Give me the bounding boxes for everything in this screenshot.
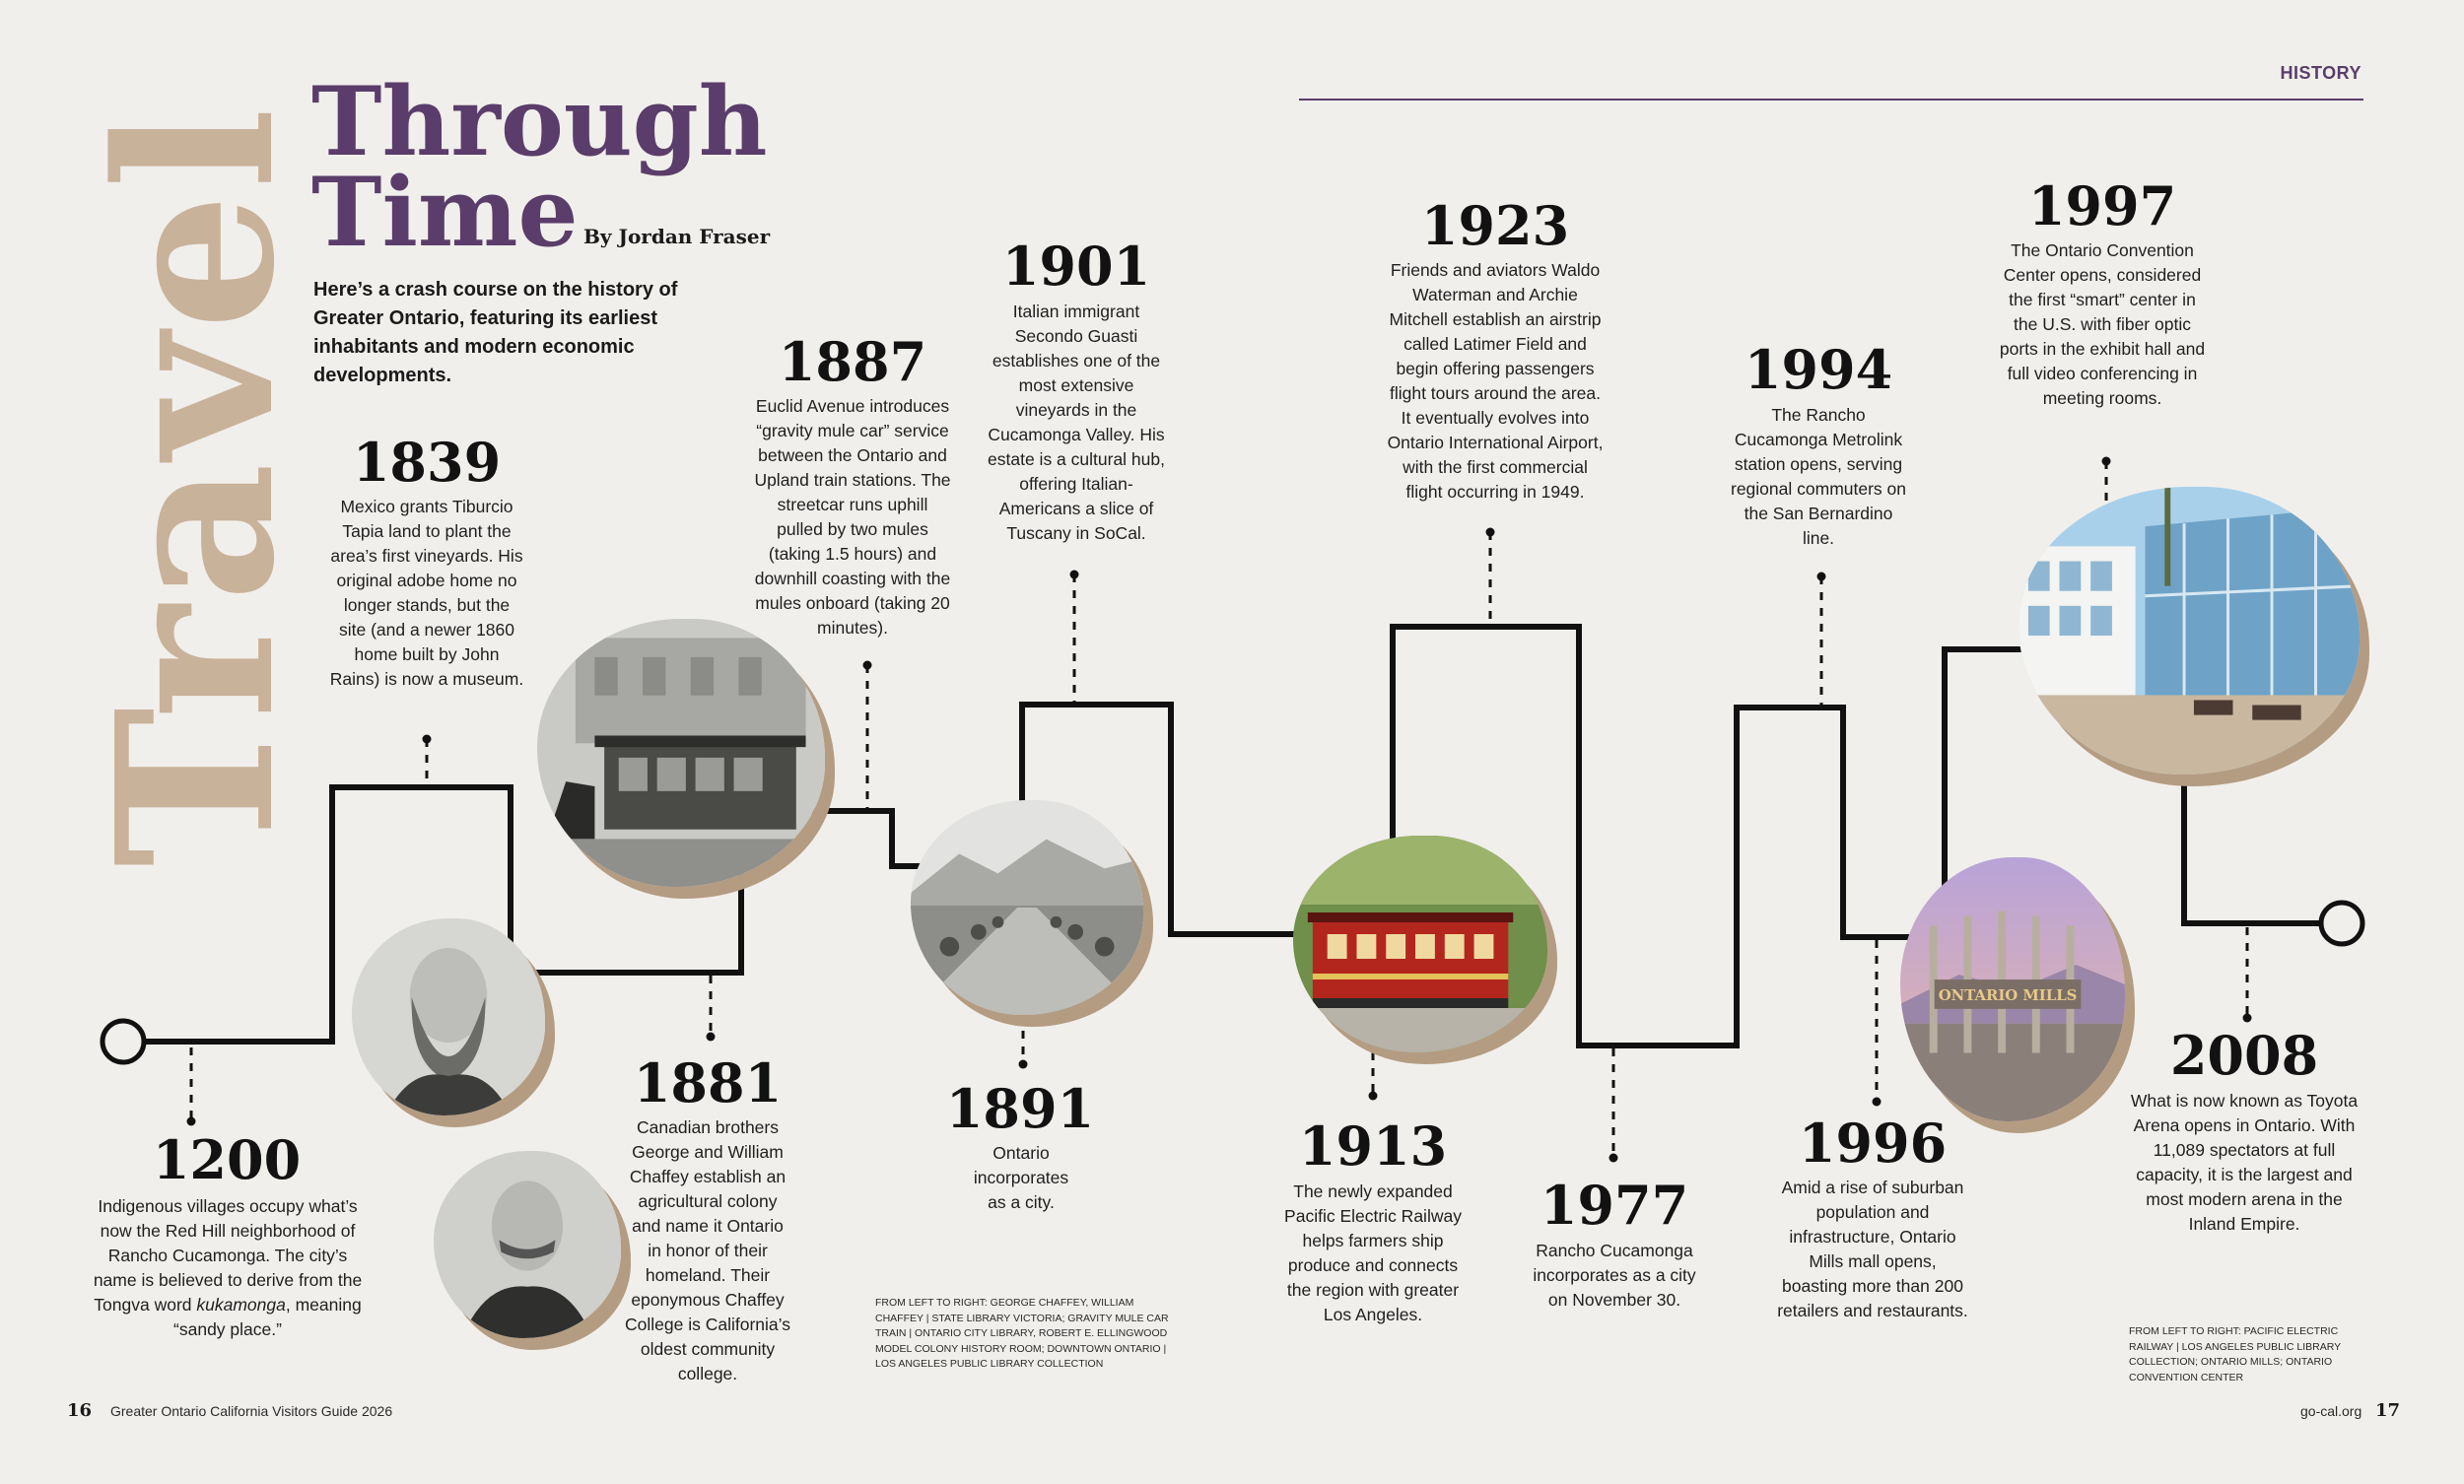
- photo-ontario-mills: [1900, 857, 2125, 1121]
- year-1891: 1891: [945, 1077, 1095, 1140]
- year-1839: 1839: [352, 431, 502, 494]
- year-2008: 2008: [2169, 1024, 2319, 1087]
- big-word-travel: Travel: [70, 103, 322, 867]
- photo-gravity-mule-car: [537, 619, 825, 887]
- timeline-end-circle: [2321, 903, 2362, 944]
- dot-1881: [707, 1033, 716, 1042]
- desc-1923: Friends and aviators Waldo Waterman and Archie Mitchell establish an airstrip called Latimer Field and begin offering passengers flight tours around the area. It eventually evolves into Ontario International Airport, with the first commercial flight occurring in 1949.: [1387, 260, 1604, 502]
- dot-2008: [2243, 1014, 2252, 1023]
- dot-1977: [1609, 1154, 1618, 1163]
- year-1996: 1996: [1798, 1112, 1948, 1175]
- desc-1200-em: kukamonga: [196, 1295, 286, 1315]
- year-1994: 1994: [1744, 338, 1893, 401]
- photo-pacific-electric-railway: [1293, 836, 1547, 1052]
- dot-1923: [1486, 528, 1495, 537]
- desc-1200-pre: Indigenous villages occupy what’s now the Red Hill neighborhood of Rancho Cucamonga. The city’s name is believed to derive from the Tongva word: [93, 1196, 363, 1315]
- desc-1994: The Rancho Cucamonga Metrolink station opens, serving regional commuters on the San Bernardino line.: [1731, 405, 1906, 548]
- desc-1997: The Ontario Convention Center opens, considered the first “smart” center in the U.S. with fiber optic ports in the exhibit hall and full video conferencing in meeting rooms.: [1999, 240, 2206, 408]
- photo-william-chaffey: [434, 1151, 621, 1338]
- timeline-start-circle: [103, 1021, 144, 1062]
- desc-1996: Amid a rise of suburban population and infrastructure, Ontario Mills mall opens, boasting more than 200 retailers and restaurants.: [1777, 1178, 1968, 1320]
- photo-credits-right: FROM LEFT TO RIGHT: PACIFIC ELECTRIC RAILWAY | LOS ANGELES PUBLIC LIBRARY COLLECTION; ONTARIO MILLS; ONTARIO CONVENTION CENTER: [2129, 1325, 2341, 1383]
- desc-1200-post: , meaning “sandy place.”: [173, 1295, 362, 1339]
- dot-1200: [187, 1117, 196, 1126]
- dot-1996: [1873, 1098, 1882, 1107]
- desc-1977: Rancho Cucamonga incorporates as a city on November 30.: [1533, 1241, 1696, 1310]
- desc-2008: What is now known as Toyota Arena opens in Ontario. With 11,089 spectators at full capacity, it is the largest and most modern arena in the Inland Empire.: [2130, 1091, 2359, 1234]
- year-1997: 1997: [2027, 174, 2177, 237]
- page-number-right: 17: [2375, 1400, 2401, 1421]
- year-1881: 1881: [633, 1051, 783, 1114]
- dot-1891: [1019, 1060, 1028, 1069]
- year-1887: 1887: [778, 330, 927, 393]
- photo-george-chaffey: [352, 918, 545, 1115]
- year-1977: 1977: [1540, 1174, 1689, 1237]
- dot-1997: [2102, 457, 2111, 466]
- footer-website: go-cal.org: [2300, 1403, 2362, 1419]
- desc-1887: Euclid Avenue introduces “gravity mule car” service between the Ontario and Upland train stations. The streetcar runs uphill pulled by two mules (taking 1.5 hours) and downhill coasting with the mules onboard (taking 20 minutes).: [754, 396, 951, 638]
- desc-1901: Italian immigrant Secondo Guasti establishes one of the most extensive vineyards in the Cucamonga Valley. His estate is a cultural hub, offering Italian-Americans a slice of Tuscany in SoCal.: [988, 302, 1165, 543]
- dot-1913: [1369, 1092, 1378, 1101]
- byline: By Jordan Fraser: [583, 225, 771, 248]
- year-1913: 1913: [1298, 1114, 1448, 1178]
- desc-1839: Mexico grants Tiburcio Tapia land to plant the area’s first vineyards. His original adobe home no longer stands, but the site (and a newer 1860 home built by John Rains) is now a museum.: [329, 497, 524, 689]
- title-line-1: Through: [311, 66, 768, 177]
- section-label: HISTORY: [2280, 63, 2361, 83]
- footer-publication: Greater Ontario California Visitors Guide 2026: [110, 1403, 393, 1419]
- year-1200: 1200: [152, 1128, 302, 1191]
- desc-1891: Ontario incorporates as a city.: [973, 1143, 1069, 1212]
- dot-1887: [863, 661, 872, 670]
- page-number-left: 16: [67, 1400, 93, 1421]
- title-line-2: Time: [311, 157, 579, 268]
- year-1901: 1901: [1001, 235, 1151, 298]
- dot-1994: [1817, 573, 1826, 581]
- desc-1200: [91, 1194, 365, 1342]
- mall-sign-text: ONTARIO MILLS: [1938, 985, 2078, 1004]
- intro-text: Here’s a crash course on the history of Greater Ontario, featuring its earliest inhabitants and modern economic developments.: [313, 279, 678, 386]
- year-1923: 1923: [1420, 194, 1570, 257]
- photo-downtown-ontario: [911, 800, 1143, 1015]
- photo-ontario-convention-center: [2019, 487, 2360, 775]
- photo-credits-left: FROM LEFT TO RIGHT: GEORGE CHAFFEY, WILLIAM CHAFFEY | STATE LIBRARY VICTORIA; GRAVITY MULE CAR TRAIN | ONTARIO CITY LIBRARY, ROBERT E. ELLINGWOOD MODEL COLONY HISTORY ROOM; DOWNTOWN ONTARIO | LOS ANGELES PUBLIC LIBRARY COLLECTION: [875, 1297, 1169, 1370]
- desc-1913: The newly expanded Pacific Electric Railway helps farmers ship produce and connects the region with greater Los Angeles.: [1284, 1181, 1462, 1324]
- desc-1881: Canadian brothers George and William Chaffey establish an agricultural colony and name it Ontario in honor of their homeland. Their eponymous Chaffey College is California’s oldest community college.: [625, 1117, 790, 1383]
- dot-1839: [423, 735, 432, 744]
- dot-1901: [1070, 571, 1079, 579]
